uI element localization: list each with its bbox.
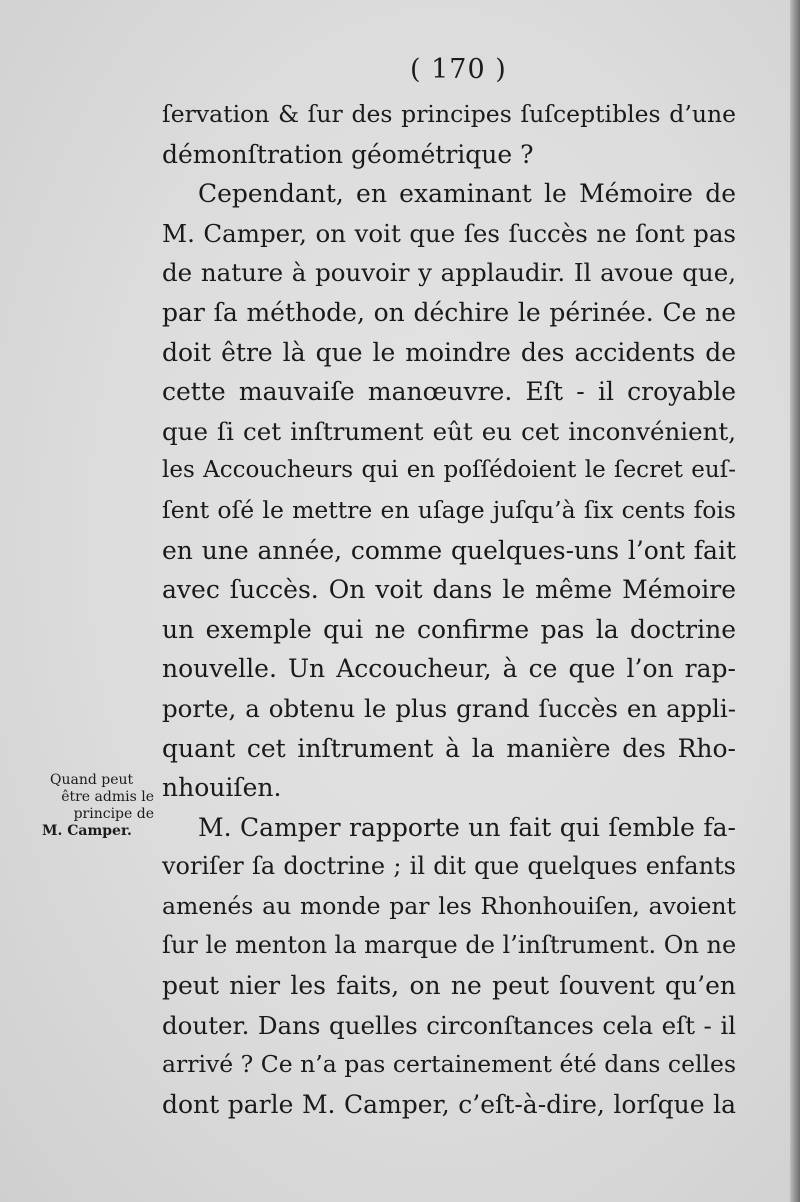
show-through-text (40, 120, 150, 138)
text-line: Cependant, en examinant le Mémoire de (198, 179, 736, 209)
main-text-block (162, 95, 736, 1124)
text-line: ſervation & ſur des principes ſuſceptibles d’une (162, 100, 736, 128)
text-line: ſent oſé le mettre en uſage juſqu’à ſix cents fois (162, 495, 736, 524)
margin-note-line: principe de (73, 806, 154, 822)
text-line: M. Camper rapporte un fait qui ſemble fa- (198, 812, 736, 842)
text-line: par ſa méthode, on déchire le périnée. Ce ne (162, 297, 736, 327)
text-line: nouvelle. Un Accoucheur, à ce que l’on rap- (162, 654, 736, 684)
page-spine-shadow (790, 0, 800, 1202)
text-line: arrivé ? Ce n’a pas certainement été dans celles (162, 1050, 736, 1079)
text-line: les Accoucheurs qui en poſſédoient le ſecret euſ- (162, 457, 736, 484)
text-line: de nature à pouvoir y applaudir. Il avoue que, (162, 258, 736, 288)
margin-note-line: Quand peut (50, 772, 134, 788)
margin-note-line: être admis le (61, 789, 154, 805)
text-line: cette mauvaiſe manœuvre. Eſt - il croyable (162, 377, 736, 407)
text-line: démonſtration géométrique ? (162, 139, 534, 169)
text-line: avec ſuccès. On voit dans le même Mémoire (162, 575, 736, 605)
text-line: douter. Dans quelles circonſtances cela eſt - il (162, 1010, 736, 1040)
text-line: peut nier les faits, on ne peut ſouvent qu’en (162, 971, 736, 1001)
text-line: porte, a obtenu le plus grand ſuccès en appli- (162, 693, 736, 723)
text-line: en une année, comme quelques-uns l’ont fait (162, 535, 736, 565)
text-line: ſur le menton la marque de l’inſtrument. On ne (162, 931, 737, 960)
text-line: nhouiſen. (162, 773, 282, 803)
text-line: amenés au monde par les Rhonhouiſen, avoient (162, 891, 736, 920)
margin-note (42, 772, 154, 840)
page-number: ( 170 ) (410, 54, 507, 85)
text-line: un exemple qui ne confirme pas la doctrine (162, 614, 736, 644)
text-line: voriſer ſa doctrine ; il dit que quelques enfants (162, 852, 736, 881)
text-line: doit être là que le moindre des accidents de (162, 337, 736, 367)
margin-note-line: M. Camper. (42, 823, 132, 839)
text-line: que ſi cet inſtrument eût eu cet inconvénient, (162, 416, 736, 446)
text-line: dont parle M. Camper, c’eſt-à-dire, lorſque la (162, 1089, 736, 1119)
text-line: M. Camper, on voit que ſes ſuccès ne ſont pas (162, 218, 736, 248)
text-line: quant cet inſtrument à la manière des Rho- (162, 733, 736, 763)
